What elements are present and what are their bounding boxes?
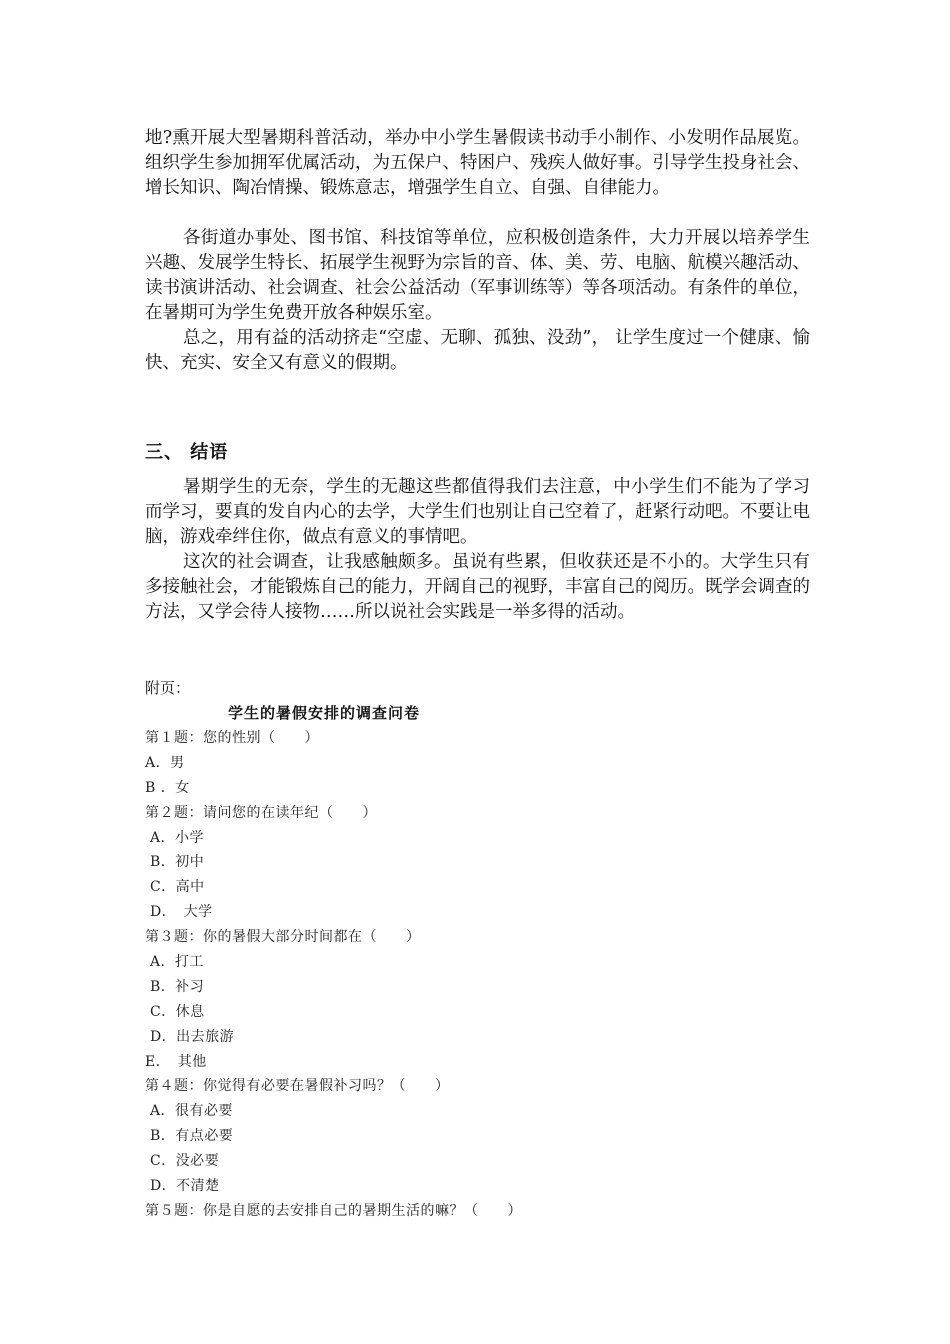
survey-question-4: 第４题：你觉得有必要在暑假补习吗？（ ） <box>145 1078 450 1095</box>
survey-question-5: 第５题：你是自愿的去安排自己的暑期生活的嘛？（ ） <box>145 1202 522 1219</box>
survey-option: C．没必要 <box>145 1153 220 1170</box>
survey-option: A．小学 <box>145 829 205 846</box>
survey-title: 学生的暑假安排的调查问卷 <box>228 704 421 722</box>
survey-option: A．很有必要 <box>145 1103 234 1120</box>
survey-option: C．休息 <box>145 1003 205 1020</box>
survey-option: B．有点必要 <box>145 1128 234 1145</box>
body-paragraph-1: 地?熏开展大型暑期科普活动，举办中小学生暑假读书动手小制作、小发明作品展览。组织学生参加拥军优属活动，为五保户、特困户、残疾人做好事。引导学生投身社会、增长知识、陶冶情操、锻炼意志，增强学生自立、自强、自律能力。 <box>145 128 810 198</box>
survey-option: B ．女 <box>145 779 190 796</box>
survey-questionnaire <box>145 726 785 1224</box>
survey-option: B．初中 <box>145 854 205 871</box>
survey-question-3: 第３题：你的暑假大部分时间都在（ ） <box>145 929 421 946</box>
body-paragraph-2: 各街道办事处、图书馆、科技馆等单位，应积极创造条件，大力开展以培养学生兴趣、发展学生特长、拓展学生视野为宗旨的音、体、美、劳、电脑、航模兴趣活动、读书演讲活动、社会调查、社会公益活动（军事训练等）等各项活动。有条件的单位，在暑期可为学生免费开放各种娱乐室。 <box>145 228 810 323</box>
appendix-label: 附页： <box>145 679 191 697</box>
section-heading-conclusion: 三、 结语 <box>145 442 229 463</box>
survey-option: E． 其他 <box>145 1053 207 1070</box>
survey-option: A．打工 <box>145 954 205 971</box>
survey-option: D．不清楚 <box>145 1178 220 1195</box>
survey-option: B．补习 <box>145 978 205 995</box>
survey-question-1: 第１题：您的性别（ ） <box>145 730 319 746</box>
survey-option: A．男 <box>145 754 185 771</box>
conclusion-paragraph-2: 这次的社会调查，让我感触颇多。虽说有些累，但收获还是不小的。大学生只有多接触社会，才能锻炼自己的能力，开阔自己的视野，丰富自己的阅历。既学会调查的方法，又学会待人接物……所以说社会实践是一举多得的活动。 <box>145 552 810 622</box>
body-paragraph-3: 总之，用有益的活动挤走“空虚、无聊、孤独、没劲”， 让学生度过一个健康、愉快、充实、安全又有意义的假期。 <box>145 328 810 373</box>
survey-option: D． 大学 <box>145 904 213 921</box>
survey-option: D．出去旅游 <box>145 1028 235 1045</box>
survey-option: C．高中 <box>145 879 205 896</box>
conclusion-paragraph-1: 暑期学生的无奈，学生的无趣这些都值得我们去注意，中小学生们不能为了学习而学习，要真的发自内心的去学，大学生们也别让自己空着了，赶紧行动吧。不要让电脑，游戏牵绊住你，做点有意义的事情吧。 <box>145 477 810 547</box>
survey-question-2: 第２题：请问您的在读年纪（ ） <box>145 804 377 821</box>
